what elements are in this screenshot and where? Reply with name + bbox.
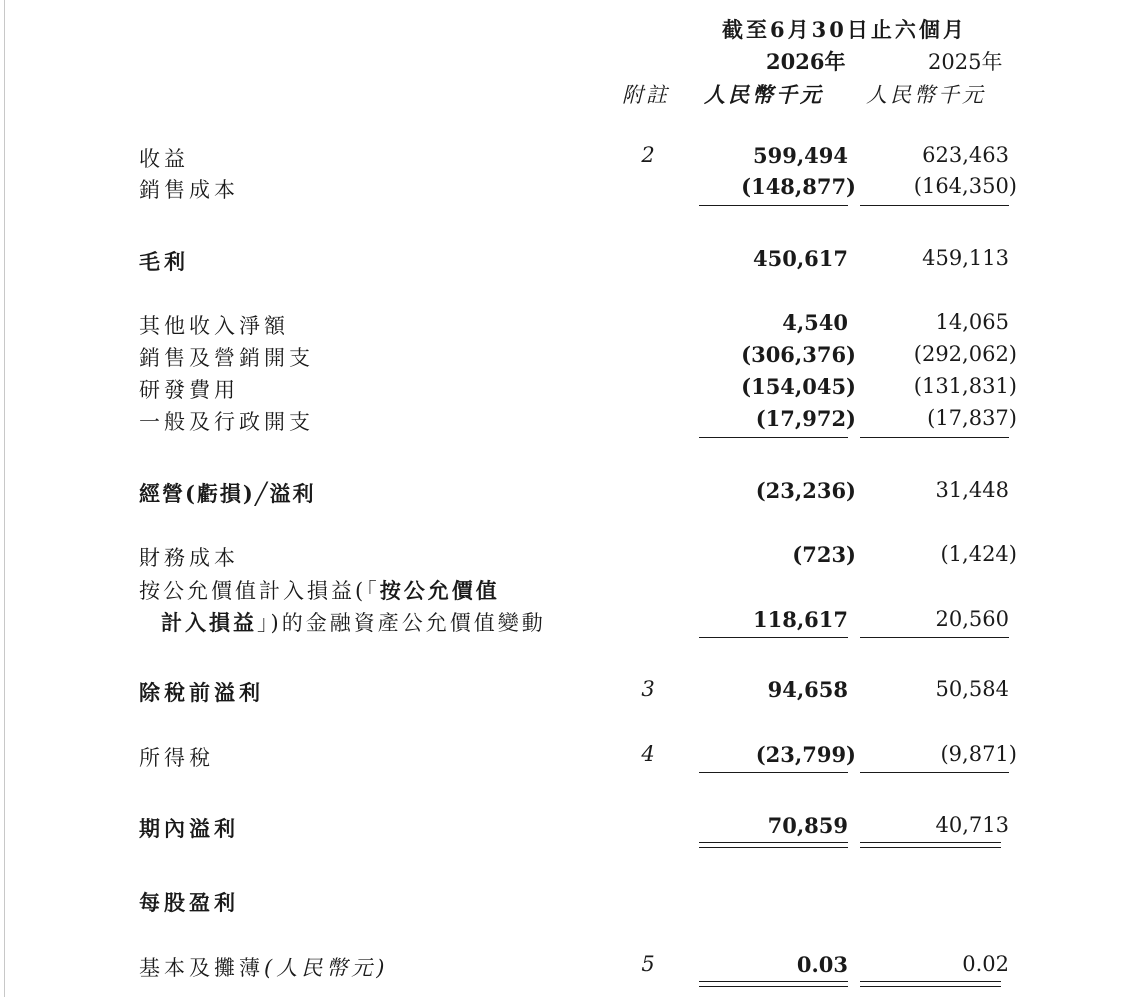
eps-double-rule-2026 [699, 981, 848, 987]
profit-for-period-2025: 40,713 [935, 813, 1009, 837]
selling-expenses-2025: (292,062) [913, 342, 1017, 366]
other-income-label: 其他收入淨額 [139, 314, 289, 338]
gross-profit-label: 毛利 [139, 249, 189, 274]
year-2026-header: 2026年 [766, 49, 846, 74]
other-income-2026: 4,540 [782, 310, 848, 335]
cost-of-sales-2025: (164,350) [913, 174, 1017, 198]
eps-basic-note: 5 [641, 952, 655, 976]
gross-profit-2026: 450,617 [753, 246, 848, 271]
eps-heading: 每股盈利 [139, 890, 239, 915]
fvtpl-label-line1-bold: 按公允價值 [379, 578, 500, 603]
subtotal-rule-2025 [860, 637, 1009, 638]
subtotal-rule-2025 [860, 772, 1009, 773]
eps-basic-label-unit: (人民幣元) [264, 956, 389, 980]
fvtpl-2025: 20,560 [935, 607, 1009, 631]
income-tax-2026: (23,799) [755, 742, 856, 767]
profit-before-tax-label: 除稅前溢利 [139, 680, 264, 705]
fvtpl-label-line1 [139, 575, 500, 605]
fvtpl-2026: 118,617 [753, 607, 848, 632]
eps-basic-2026: 0.03 [796, 952, 848, 977]
note-column-header: 附註 [622, 83, 670, 107]
income-tax-note: 4 [641, 742, 655, 766]
income-tax-2025: (9,871) [940, 742, 1017, 766]
page-left-border [4, 0, 5, 997]
eps-basic-label-text: 基本及攤薄 [139, 956, 264, 980]
cost-of-sales-2026: (148,877) [741, 174, 856, 199]
operating-result-2026: (23,236) [755, 478, 856, 503]
gross-profit-2025: 459,113 [922, 246, 1009, 270]
profit-for-period-label: 期內溢利 [139, 816, 239, 841]
rnd-expenses-label: 研發費用 [139, 378, 239, 402]
revenue-2026: 599,494 [753, 143, 848, 168]
revenue-2025: 623,463 [922, 143, 1009, 167]
unit-2025-header: 人民幣千元 [866, 83, 986, 107]
revenue-label: 收益 [139, 147, 189, 171]
eps-basic-2025: 0.02 [962, 952, 1009, 976]
selling-expenses-2026: (306,376) [741, 342, 856, 367]
fvtpl-label-line1-text: 按公允價值計入損益(「 [139, 579, 380, 603]
fvtpl-label-line2-bold: 計入損益 [161, 610, 257, 635]
admin-expenses-2026: (17,972) [755, 406, 856, 431]
selling-expenses-label: 銷售及營銷開支 [139, 346, 314, 370]
revenue-note: 2 [641, 143, 655, 167]
rnd-expenses-2026: (154,045) [741, 374, 856, 399]
income-tax-label: 所得稅 [139, 746, 214, 770]
period-header: 截至6月30日止六個月 [722, 17, 967, 42]
profit-before-tax-2025: 50,584 [935, 677, 1009, 701]
subtotal-rule-2026 [699, 437, 848, 438]
operating-result-label: 經營(虧損)╱溢利 [139, 481, 316, 506]
profit-for-period-2026: 70,859 [767, 813, 848, 838]
subtotal-rule-2026 [699, 772, 848, 773]
fvtpl-label-line2 [161, 607, 546, 637]
profit-before-tax-2026: 94,658 [767, 677, 848, 702]
subtotal-rule-2026 [699, 637, 848, 638]
subtotal-rule-2025 [860, 437, 1009, 438]
other-income-2025: 14,065 [935, 310, 1009, 334]
unit-2026-header: 人民幣千元 [704, 82, 824, 107]
admin-expenses-2025: (17,837) [927, 406, 1017, 430]
finance-costs-2025: (1,424) [940, 542, 1017, 566]
subtotal-rule-2026 [699, 205, 848, 206]
total-double-rule-2025 [860, 842, 1001, 848]
subtotal-rule-2025 [860, 205, 1009, 206]
operating-result-2025: 31,448 [935, 478, 1009, 502]
finance-costs-label: 財務成本 [139, 546, 239, 570]
rnd-expenses-2025: (131,831) [913, 374, 1017, 398]
fvtpl-label-line2-text: 」)的金融資產公允價值變動 [257, 611, 546, 635]
finance-costs-2026: (723) [792, 542, 856, 567]
cost-of-sales-label: 銷售成本 [139, 178, 239, 202]
year-2025-header: 2025年 [928, 50, 1003, 74]
profit-before-tax-note: 3 [641, 677, 655, 701]
total-double-rule-2026 [699, 842, 848, 848]
eps-double-rule-2025 [860, 981, 1001, 987]
eps-basic-label [139, 952, 388, 982]
admin-expenses-label: 一般及行政開支 [139, 410, 314, 434]
